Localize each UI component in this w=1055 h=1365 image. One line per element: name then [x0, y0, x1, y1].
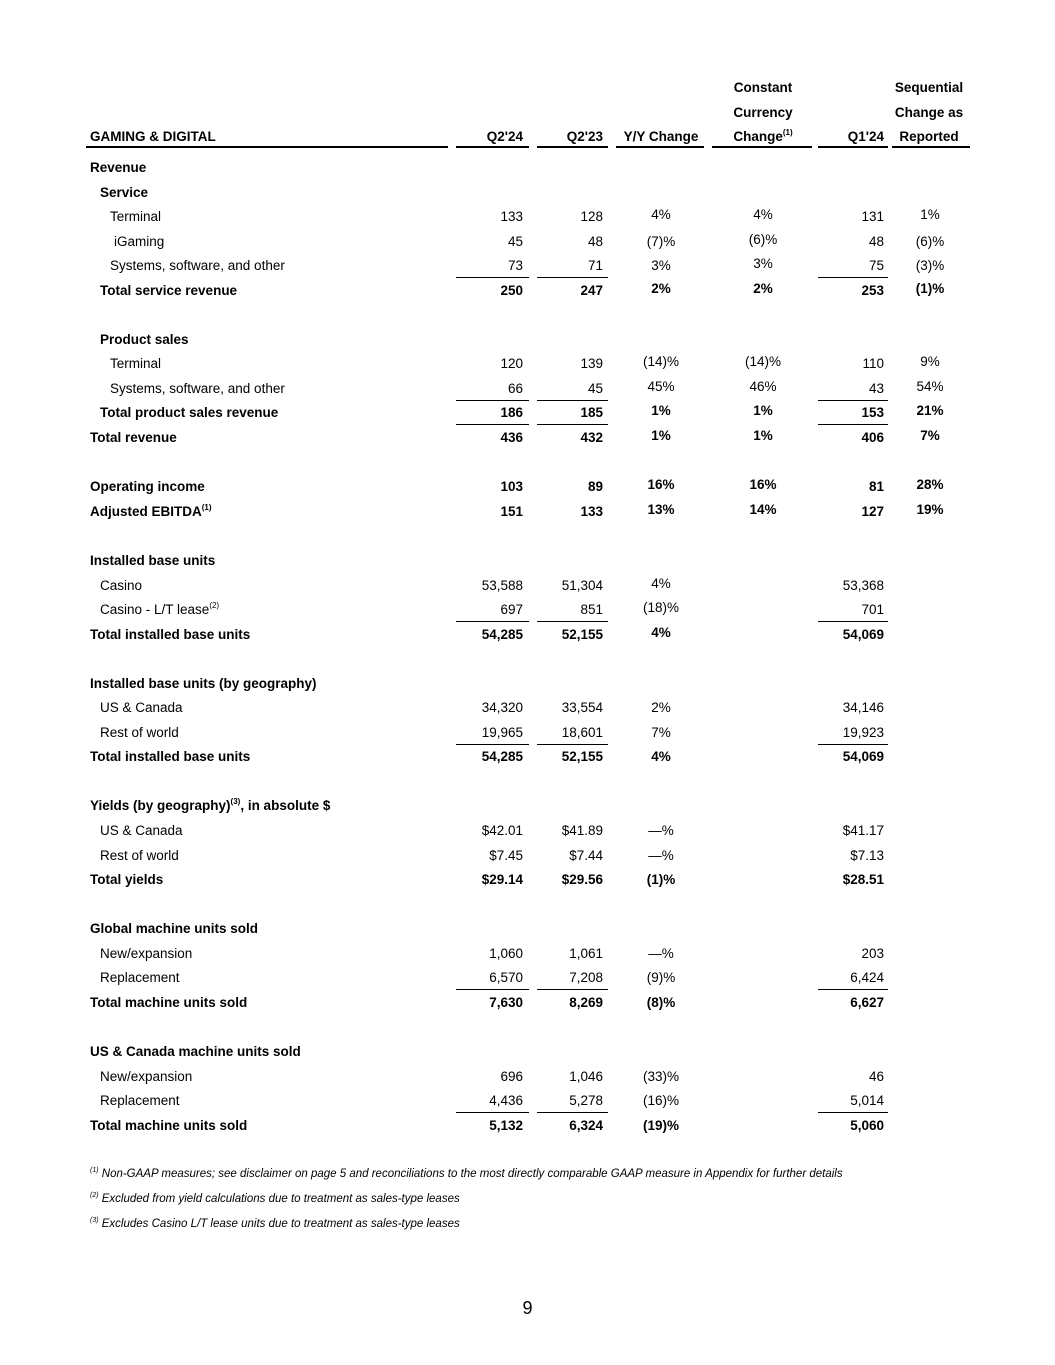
cell-q223: 851 [580, 602, 603, 617]
cell-q124: 81 [868, 479, 884, 494]
row-label: Terminal [110, 356, 162, 371]
cell-yoy: 4% [651, 207, 671, 222]
cell-q223: 71 [587, 258, 603, 273]
cell-seq: 7% [920, 428, 940, 443]
row-label: Terminal [110, 209, 162, 224]
cell-yoy: 4% [651, 576, 671, 591]
row-label: Yields (by geography)$^{(3)}$, in absolute $ [90, 797, 331, 813]
table-row [0, 848, 1055, 872]
table-row [0, 700, 1055, 724]
cell-yoy: 1% [651, 403, 671, 418]
row-label: US & Canada [100, 823, 183, 838]
row-label: Replacement [100, 1093, 180, 1108]
cell-q223: 133 [580, 504, 603, 519]
cell-q223: 8,269 [569, 995, 603, 1010]
cell-seq: 28% [916, 477, 944, 492]
cell-q124: 203 [861, 946, 884, 961]
cell-ccy: 46% [749, 379, 777, 394]
cell-seq: 54% [916, 379, 944, 394]
table-row [0, 602, 1055, 626]
cell-q224: 186 [500, 405, 523, 420]
row-label: Product sales [100, 332, 189, 347]
cell-ccy: 1% [753, 428, 773, 443]
cell-q224: 696 [500, 1069, 523, 1084]
cell-q124: 75 [868, 258, 884, 273]
cell-q224: 103 [500, 479, 523, 494]
row-label: US & Canada machine units sold [90, 1044, 301, 1059]
cell-ccy: (14)% [744, 354, 781, 369]
col-header-seq-line2: Change as [894, 105, 964, 120]
row-label: Total machine units sold [90, 1118, 248, 1133]
row-label: Replacement [100, 970, 180, 985]
subtotal-rule [818, 744, 888, 745]
page-number: 9 [522, 1298, 533, 1318]
cell-q223: 45 [587, 381, 603, 396]
row-label: Total installed base units [90, 627, 251, 642]
table-row [0, 234, 1055, 258]
cell-q224: 151 [500, 504, 523, 519]
cell-seq: (1)% [915, 281, 945, 296]
table-row [0, 381, 1055, 405]
subtotal-rule [818, 621, 888, 622]
cell-q224: 19,965 [481, 725, 523, 740]
subtotal-rule [818, 989, 888, 990]
header-rule [818, 146, 888, 148]
cell-q223: 51,304 [561, 578, 603, 593]
cell-q223: $41.89 [561, 823, 603, 838]
cell-q223: $29.56 [561, 872, 603, 887]
row-label: Total service revenue [100, 283, 238, 298]
table-row [0, 798, 1055, 822]
row-label: Revenue [90, 160, 147, 175]
cell-q223: 5,278 [569, 1093, 603, 1108]
row-label: Total installed base units [90, 749, 251, 764]
total-rule [818, 424, 888, 425]
col-header-seq-line3: Reported [899, 129, 959, 144]
cell-q224: 7,630 [489, 995, 523, 1010]
cell-yoy: —% [648, 823, 674, 838]
header-rule [456, 146, 529, 148]
cell-ccy: 1% [753, 403, 773, 418]
row-label: Total machine units sold [90, 995, 248, 1010]
cell-yoy: 4% [651, 625, 671, 640]
table-row [0, 627, 1055, 651]
footnote-1: $^{(1)}$ Non-GAAP measures; see disclaimer on page 5 and reconciliations to the most directly comparable GAAP measure in Appendix for further details [90, 1167, 843, 1180]
table-row [0, 258, 1055, 282]
cell-yoy: (8)% [646, 995, 676, 1010]
table-row [0, 504, 1055, 528]
cell-q223: 7,208 [569, 970, 603, 985]
table-row [0, 332, 1055, 356]
cell-q124: 131 [861, 209, 884, 224]
table-row [0, 405, 1055, 429]
row-label: New/expansion [100, 946, 193, 961]
table-row [0, 1118, 1055, 1142]
cell-q223: 128 [580, 209, 603, 224]
cell-seq: 19% [916, 502, 944, 517]
row-label: Casino - L/T lease$^{(2)}$ [100, 601, 220, 617]
cell-q124: 54,069 [842, 627, 884, 642]
cell-q124: 110 [862, 356, 884, 371]
cell-q224: 4,436 [489, 1093, 523, 1108]
footnote-2: $^{(2)}$ Excluded from yield calculations due to treatment as sales-type leases [90, 1192, 460, 1205]
cell-yoy: 2% [651, 281, 671, 296]
row-label: New/expansion [100, 1069, 193, 1084]
cell-q224: $29.14 [481, 872, 523, 887]
cell-q124: 43 [868, 381, 884, 396]
subtotal-rule [818, 1112, 888, 1113]
row-label: iGaming [114, 234, 165, 249]
subtotal-rule [537, 400, 608, 401]
row-label: Global machine units sold [90, 921, 259, 936]
cell-q224: 436 [500, 430, 523, 445]
col-header-q224: Q2'24 [486, 129, 523, 144]
cell-q223: 185 [580, 405, 603, 420]
col-header-ccy-line1: Constant [733, 80, 793, 95]
table-row [0, 995, 1055, 1019]
cell-yoy: (1)% [646, 872, 676, 887]
cell-ccy: 3% [753, 256, 773, 271]
subtotal-rule [456, 744, 529, 745]
cell-q224: $7.45 [489, 848, 523, 863]
table-row [0, 946, 1055, 970]
table-row [0, 725, 1055, 749]
cell-q223: $7.44 [569, 848, 603, 863]
cell-q124: 253 [861, 283, 884, 298]
cell-q224: 73 [507, 258, 523, 273]
subtotal-rule [456, 277, 529, 278]
row-label: Total product sales revenue [100, 405, 279, 420]
cell-q224: $42.01 [481, 823, 523, 838]
table-row [0, 749, 1055, 773]
table-row [0, 1044, 1055, 1068]
table-row [0, 553, 1055, 577]
cell-yoy: 7% [651, 725, 671, 740]
table-row [0, 479, 1055, 503]
cell-seq: (3)% [915, 258, 945, 273]
col-header-yoy: Y/Y Change [623, 129, 699, 144]
subtotal-rule [537, 744, 608, 745]
row-label: Operating income [90, 479, 205, 494]
header-rule [86, 146, 448, 148]
cell-q124: 5,060 [850, 1118, 884, 1133]
cell-q124: $7.13 [850, 848, 884, 863]
cell-yoy: 1% [651, 428, 671, 443]
header-rule [616, 146, 704, 148]
subtotal-rule [456, 989, 529, 990]
cell-q124: 19,923 [842, 725, 884, 740]
cell-q124: 53,368 [842, 578, 884, 593]
table-row [0, 578, 1055, 602]
cell-ccy: 2% [753, 281, 773, 296]
cell-seq: 21% [916, 403, 944, 418]
cell-q224: 133 [500, 209, 523, 224]
row-label: Systems, software, and other [110, 258, 285, 273]
table-row [0, 823, 1055, 847]
total-rule [456, 424, 529, 425]
cell-q224: 1,060 [489, 946, 523, 961]
cell-q124: $41.17 [842, 823, 884, 838]
table-row [0, 430, 1055, 454]
table-row [0, 872, 1055, 896]
row-label: Adjusted EBITDA$^{(1)}$ [90, 503, 212, 519]
header-rule [712, 146, 812, 148]
cell-q224: 120 [500, 356, 523, 371]
total-rule [537, 424, 608, 425]
row-label: Installed base units [90, 553, 216, 568]
row-label: Service [100, 185, 149, 200]
cell-yoy: 45% [647, 379, 675, 394]
col-header-ccy-line2: Currency [733, 105, 793, 120]
cell-yoy: —% [648, 848, 674, 863]
cell-q223: 48 [587, 234, 603, 249]
table-row [0, 356, 1055, 380]
cell-q124: 153 [861, 405, 884, 420]
cell-yoy: (33)% [642, 1069, 679, 1084]
header-rule [537, 146, 608, 148]
cell-yoy: (7)% [646, 234, 676, 249]
col-header-seq-line1: Sequential [894, 80, 964, 95]
table-row [0, 970, 1055, 994]
subtotal-rule [456, 400, 529, 401]
cell-q223: 1,061 [569, 946, 603, 961]
row-label: Casino [100, 578, 143, 593]
table-row [0, 283, 1055, 307]
cell-q224: 45 [507, 234, 523, 249]
cell-q224: 697 [500, 602, 523, 617]
cell-q224: 34,320 [481, 700, 523, 715]
cell-yoy: (14)% [642, 354, 679, 369]
cell-yoy: 4% [651, 749, 671, 764]
subtotal-rule [537, 621, 608, 622]
cell-seq: (6)% [915, 234, 945, 249]
subtotal-rule [456, 621, 529, 622]
cell-ccy: 4% [753, 207, 773, 222]
cell-q124: 34,146 [842, 700, 884, 715]
cell-q223: 52,155 [561, 749, 603, 764]
cell-yoy: (18)% [642, 600, 679, 615]
cell-seq: 1% [920, 207, 940, 222]
cell-yoy: 16% [647, 477, 675, 492]
cell-q224: 53,588 [481, 578, 523, 593]
subtotal-rule [456, 1112, 529, 1113]
subtotal-rule [818, 400, 888, 401]
table-row [0, 185, 1055, 209]
cell-q124: 127 [861, 504, 884, 519]
cell-seq: 9% [920, 354, 940, 369]
table-row [0, 209, 1055, 233]
cell-q223: 247 [580, 283, 603, 298]
cell-q223: 6,324 [569, 1118, 603, 1133]
subtotal-rule [537, 277, 608, 278]
subtotal-rule [537, 989, 608, 990]
row-label: Systems, software, and other [110, 381, 285, 396]
cell-q223: 52,155 [561, 627, 603, 642]
cell-ccy: 16% [749, 477, 777, 492]
cell-yoy: (16)% [642, 1093, 679, 1108]
table-row [0, 676, 1055, 700]
cell-q223: 18,601 [561, 725, 603, 740]
row-label: Installed base units (by geography) [90, 676, 317, 691]
cell-yoy: 3% [651, 258, 671, 273]
cell-yoy: 13% [647, 502, 675, 517]
cell-q224: 6,570 [489, 970, 523, 985]
cell-ccy: 14% [749, 502, 777, 517]
col-header-q124: Q1'24 [847, 129, 884, 144]
row-label: Total yields [90, 872, 164, 887]
table-row [0, 1093, 1055, 1117]
subtotal-rule [818, 277, 888, 278]
table-row [0, 160, 1055, 184]
cell-q124: 46 [868, 1069, 884, 1084]
cell-q124: 6,424 [850, 970, 884, 985]
cell-yoy: (9)% [646, 970, 676, 985]
cell-ccy: (6)% [748, 232, 778, 247]
footnote-3: $^{(3)}$ Excludes Casino L/T lease units due to treatment as sales-type leases [90, 1217, 460, 1230]
cell-q124: $28.51 [842, 872, 884, 887]
cell-q224: 54,285 [481, 749, 523, 764]
row-label: Rest of world [100, 848, 179, 863]
table-row [0, 921, 1055, 945]
cell-yoy: —% [648, 946, 674, 961]
cell-q223: 89 [587, 479, 603, 494]
cell-q124: 701 [861, 602, 884, 617]
cell-q124: 54,069 [842, 749, 884, 764]
row-label: US & Canada [100, 700, 183, 715]
cell-q124: 6,627 [850, 995, 884, 1010]
cell-q223: 139 [580, 356, 603, 371]
cell-q224: 250 [500, 283, 523, 298]
section-title: GAMING & DIGITAL [90, 129, 216, 144]
cell-q223: 432 [580, 430, 603, 445]
cell-q124: 48 [868, 234, 884, 249]
row-label: Total revenue [90, 430, 177, 445]
table-row [0, 1069, 1055, 1093]
cell-q124: 5,014 [850, 1093, 884, 1108]
subtotal-rule [537, 1112, 608, 1113]
col-header-q223: Q2'23 [566, 129, 603, 144]
cell-q223: 1,046 [569, 1069, 603, 1084]
header-rule [892, 146, 970, 148]
cell-q224: 5,132 [489, 1118, 523, 1133]
cell-q124: 406 [861, 430, 884, 445]
cell-q224: 54,285 [481, 627, 523, 642]
cell-yoy: 2% [651, 700, 671, 715]
row-label: Rest of world [100, 725, 179, 740]
col-header-ccy-line3: Change$^{(1)}$ [733, 128, 793, 144]
cell-yoy: (19)% [642, 1118, 679, 1133]
cell-q223: 33,554 [561, 700, 603, 715]
cell-q224: 66 [507, 381, 523, 396]
